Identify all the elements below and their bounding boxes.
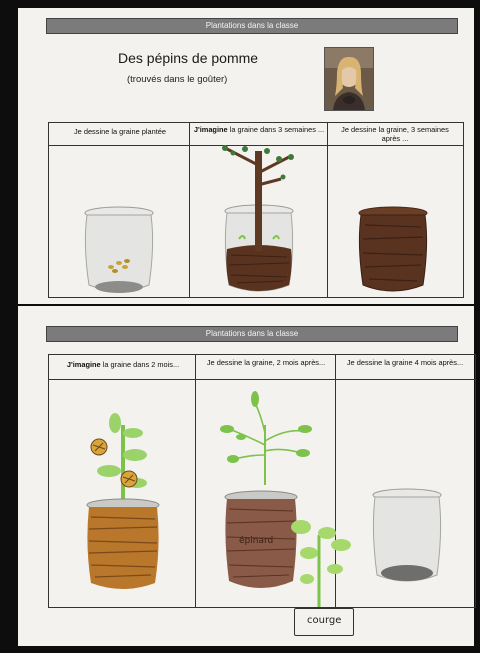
bottom-header-1-text: la graine dans 2 mois... xyxy=(100,360,180,369)
spinach-squash-drawing-icon xyxy=(215,385,367,607)
bottom-col-divider-1 xyxy=(195,355,196,607)
bottom-banner xyxy=(46,326,458,342)
imagined-tree-drawing-icon xyxy=(217,145,301,297)
top-header-2 xyxy=(193,125,325,134)
bottom-header-3 xyxy=(339,358,471,367)
worksheet-subtitle: (trouvés dans le goûter) xyxy=(127,74,228,85)
top-header-1 xyxy=(53,127,187,136)
bottom-header-1-emph: J'imagine xyxy=(66,360,101,369)
jar-label-text: épinard xyxy=(239,536,274,546)
soil-jar-icon xyxy=(355,205,431,297)
jar-with-seeds-icon xyxy=(81,205,157,297)
top-header-2-text: la graine dans 3 semaines ... xyxy=(227,125,325,134)
bottom-header-3-text: Je dessine la graine 4 mois après... xyxy=(346,358,464,367)
bottom-header-2 xyxy=(199,358,333,367)
bottom-table xyxy=(48,354,476,608)
top-col-divider-1 xyxy=(189,123,190,297)
top-banner xyxy=(46,18,458,34)
bottom-header-2-text: Je dessine la graine, 2 mois après... xyxy=(206,358,326,367)
top-worksheet xyxy=(18,8,474,304)
bottom-header-1 xyxy=(53,360,193,369)
top-header-1-text: Je dessine la graine plantée xyxy=(73,127,167,136)
top-col-divider-2 xyxy=(327,123,328,297)
top-header-2-emph: J'imagine xyxy=(193,125,228,134)
bottom-worksheet xyxy=(18,306,474,646)
top-header-3-text: Je dessine la graine, 3 semaines après ... xyxy=(341,125,449,143)
empty-jar-icon xyxy=(369,487,445,587)
worksheet-title: Des pépins de pomme xyxy=(118,50,259,66)
bottom-header-divider xyxy=(49,379,475,380)
top-header-3 xyxy=(331,125,459,143)
child-photo xyxy=(324,47,374,111)
top-banner-text: Plantations dans la classe xyxy=(205,21,299,30)
squash-label: courge xyxy=(307,615,342,626)
bottom-banner-text: Plantations dans la classe xyxy=(205,329,299,338)
top-table xyxy=(48,122,464,298)
imagined-apple-plant-icon xyxy=(75,405,171,595)
